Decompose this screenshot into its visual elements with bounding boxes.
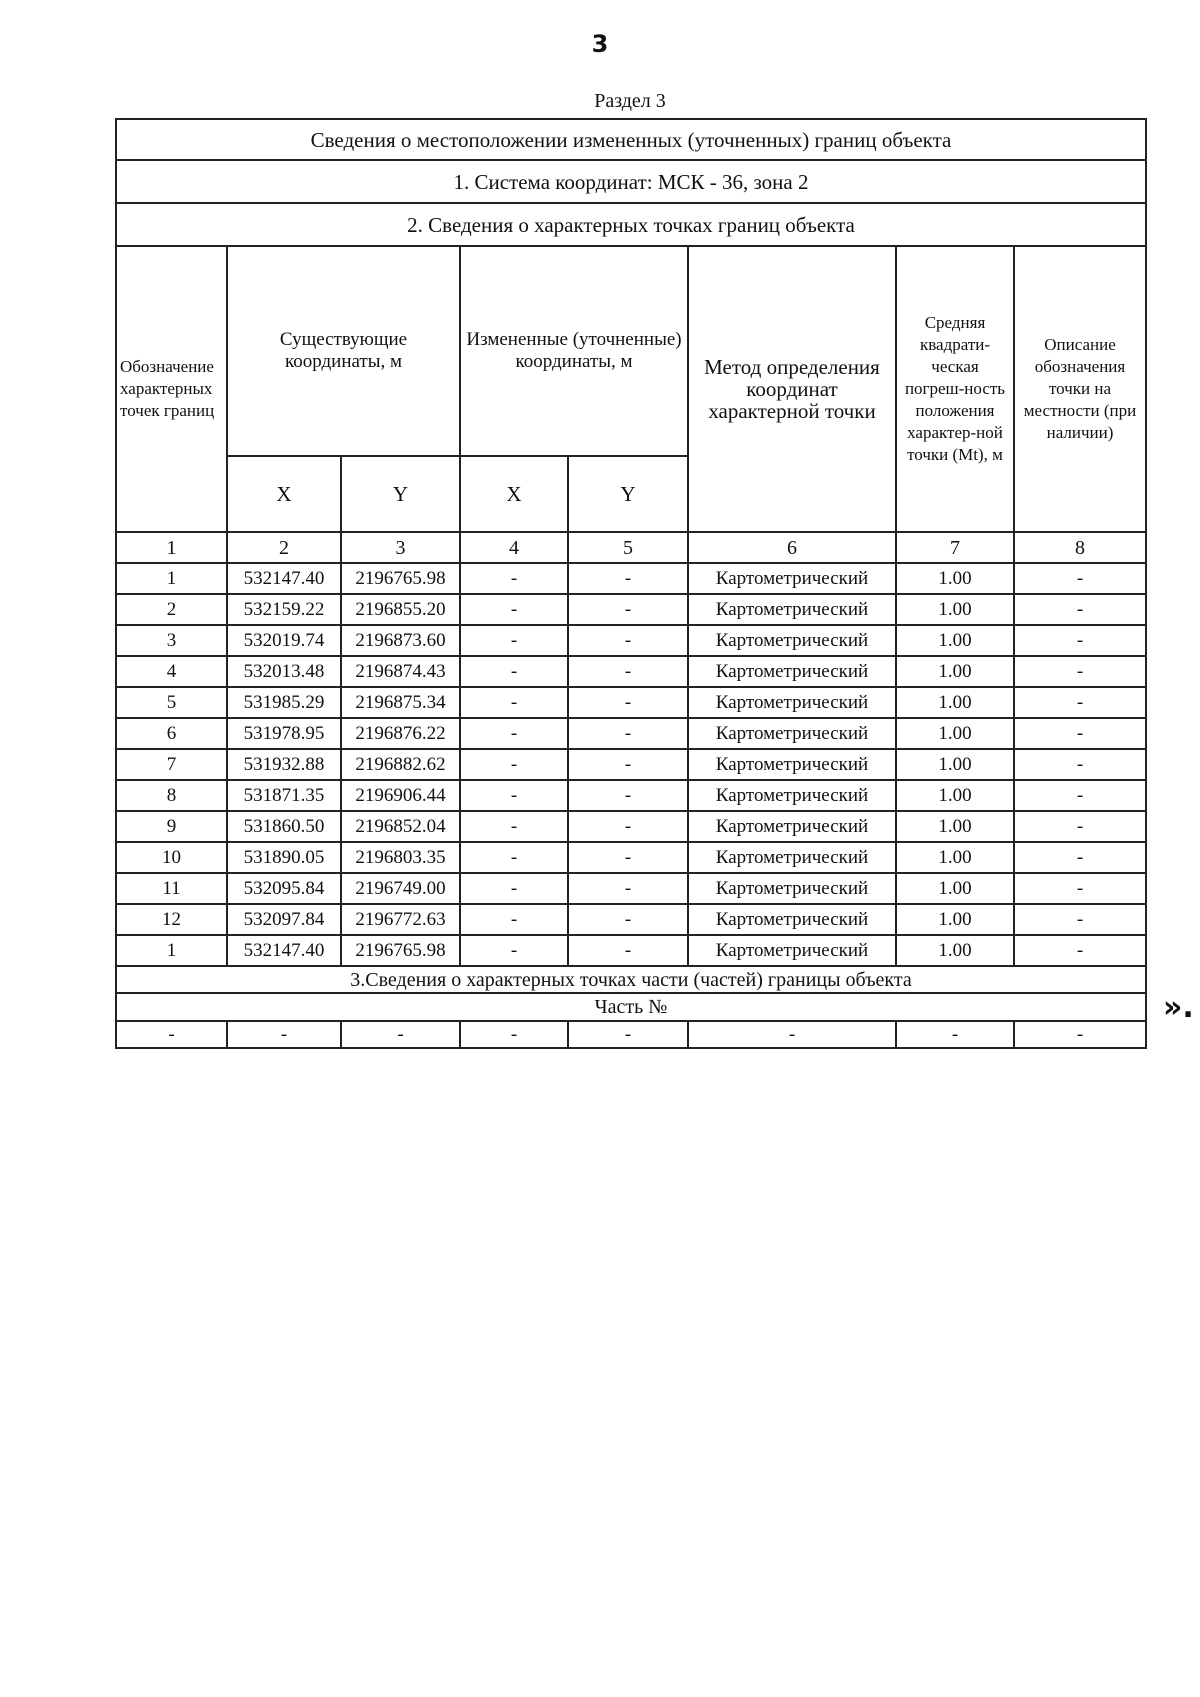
table-cell: Картометрический [688,687,896,718]
table-row [116,718,1146,749]
table-cell: - [460,563,568,594]
header-existing-x: X [227,456,341,532]
table-cell: 1.00 [896,780,1014,811]
table-cell: 532147.40 [227,935,341,966]
table-cell: 2 [116,594,227,625]
table-cell: - [1014,842,1146,873]
header-method: Метод определения координат характерной точки [688,246,896,532]
coordinate-system: 1. Система координат: МСК - 36, зона 2 [116,160,1146,203]
table-cell: 2196765.98 [341,563,460,594]
column-number: 8 [1014,532,1146,563]
table-cell: 2196803.35 [341,842,460,873]
table-cell: Картометрический [688,811,896,842]
table-cell: - [1014,1021,1146,1048]
table-cell: 2196906.44 [341,780,460,811]
table-cell: - [1014,904,1146,935]
column-numbers-row [116,532,1146,563]
table-cell: 532159.22 [227,594,341,625]
table-cell: 531978.95 [227,718,341,749]
table-cell: - [460,811,568,842]
column-number: 4 [460,532,568,563]
table-cell: - [460,594,568,625]
table-cell: 532147.40 [227,563,341,594]
table-cell: Картометрический [688,718,896,749]
table-cell: 532095.84 [227,873,341,904]
table-cell: 1.00 [896,594,1014,625]
points-heading: 2. Сведения о характерных точках границ объекта [116,203,1146,246]
table-cell: - [1014,687,1146,718]
table-cell: - [460,656,568,687]
table-row [116,749,1146,780]
table-cell: 3 [116,625,227,656]
table-cell: - [460,718,568,749]
table-cell: Картометрический [688,873,896,904]
table-cell: 531932.88 [227,749,341,780]
table-cell: 6 [116,718,227,749]
column-number: 7 [896,532,1014,563]
table-cell: - [568,935,688,966]
table-cell: Картометрический [688,563,896,594]
table-cell: 531860.50 [227,811,341,842]
table-row [116,563,1146,594]
table-cell: - [568,563,688,594]
header-changed-coordinates: Измененные (уточненные) координаты, м [460,246,688,456]
column-number: 5 [568,532,688,563]
table-cell: - [568,687,688,718]
table-cell: - [1014,749,1146,780]
table-cell: - [1014,935,1146,966]
column-number: 3 [341,532,460,563]
table-cell: 1.00 [896,718,1014,749]
table-cell: - [341,1021,460,1048]
table-cell: 1.00 [896,904,1014,935]
column-number: 2 [227,532,341,563]
page-number: 3 [591,30,609,58]
table-row [116,687,1146,718]
table-cell: - [460,625,568,656]
table-row [116,594,1146,625]
table-cell: 2196876.22 [341,718,460,749]
table-cell: 2196852.04 [341,811,460,842]
header-changed-y: Y [568,456,688,532]
table-cell: Картометрический [688,594,896,625]
table-cell: 2196765.98 [341,935,460,966]
table-cell: - [1014,563,1146,594]
table-cell: 8 [116,780,227,811]
table-cell: - [568,904,688,935]
table-cell: Картометрический [688,904,896,935]
table-cell: - [568,594,688,625]
table-cell: - [227,1021,341,1048]
table-title: Сведения о местоположении измененных (уточненных) границ объекта [116,119,1146,160]
table-cell: 2196855.20 [341,594,460,625]
table-cell: - [568,780,688,811]
table-cell: 1.00 [896,625,1014,656]
header-existing-y: Y [341,456,460,532]
table-cell: - [568,842,688,873]
table-cell: 531871.35 [227,780,341,811]
closing-quote: ». [1163,990,1194,1025]
table-cell: 1.00 [896,811,1014,842]
column-number: 6 [688,532,896,563]
table-cell: 11 [116,873,227,904]
table-cell: - [1014,780,1146,811]
table-cell: Картометрический [688,625,896,656]
table-cell: 7 [116,749,227,780]
table-cell: 1.00 [896,935,1014,966]
table-cell: 5 [116,687,227,718]
table-cell: - [460,1021,568,1048]
table-cell: 532097.84 [227,904,341,935]
empty-part-row [116,1021,1146,1048]
table-row [116,625,1146,656]
table-cell: - [568,656,688,687]
table-row [116,780,1146,811]
table-cell: 2196882.62 [341,749,460,780]
table-cell: Картометрический [688,842,896,873]
table-cell: - [568,625,688,656]
table-row [116,811,1146,842]
table-cell: 531890.05 [227,842,341,873]
table-cell: Картометрический [688,656,896,687]
parts-heading: 3.Сведения о характерных точках части (частей) границы объекта [116,966,1146,993]
table-cell: 1.00 [896,656,1014,687]
table-cell: 2196873.60 [341,625,460,656]
table-cell: - [568,811,688,842]
table-cell: - [1014,873,1146,904]
table-cell: - [460,687,568,718]
header-description: Описание обозначения точки на местности (при наличии) [1014,246,1146,532]
header-existing-coordinates: Существующие координаты, м [227,246,460,456]
part-number-label: Часть № [116,993,1146,1021]
column-number: 1 [116,532,227,563]
table-cell: 1 [116,563,227,594]
table-cell: 2196772.63 [341,904,460,935]
table-cell: - [568,1021,688,1048]
table-row [116,904,1146,935]
table-cell: - [460,873,568,904]
table-row [116,935,1146,966]
table-cell: Картометрический [688,749,896,780]
table-cell: - [896,1021,1014,1048]
table-cell: 2196874.43 [341,656,460,687]
table-cell: - [1014,594,1146,625]
table-cell: 10 [116,842,227,873]
table-cell: - [460,935,568,966]
table-cell: 1.00 [896,842,1014,873]
table-cell: 532013.48 [227,656,341,687]
table-cell: 1.00 [896,749,1014,780]
table-cell: - [1014,656,1146,687]
table-cell: 9 [116,811,227,842]
table-cell: 532019.74 [227,625,341,656]
table-cell: Картометрический [688,935,896,966]
table-cell: 1.00 [896,873,1014,904]
table-cell: Картометрический [688,780,896,811]
table-cell: - [568,873,688,904]
table-cell: 2196749.00 [341,873,460,904]
table-cell: - [1014,718,1146,749]
table-cell: 4 [116,656,227,687]
table-cell: - [1014,625,1146,656]
table-cell: - [116,1021,227,1048]
table-cell: 12 [116,904,227,935]
boundary-points-table [115,118,1147,1049]
table-cell: - [568,749,688,780]
header-designation: Обозначение характерных точек границ [116,246,227,532]
table-cell: 1.00 [896,687,1014,718]
section-title: Раздел 3 [594,90,666,112]
table-row [116,656,1146,687]
table-cell: 1.00 [896,563,1014,594]
table-cell: - [1014,811,1146,842]
table-cell: 1 [116,935,227,966]
header-error: Средняя квадрати-ческая погреш-ность положения характер-ной точки (Mt), м [896,246,1014,532]
table-cell: 531985.29 [227,687,341,718]
table-cell: 2196875.34 [341,687,460,718]
table-row [116,873,1146,904]
table-cell: - [460,904,568,935]
header-changed-x: X [460,456,568,532]
table-cell: - [460,749,568,780]
table-cell: - [460,842,568,873]
table-cell: - [688,1021,896,1048]
table-cell: - [460,780,568,811]
table-row [116,842,1146,873]
table-cell: - [568,718,688,749]
